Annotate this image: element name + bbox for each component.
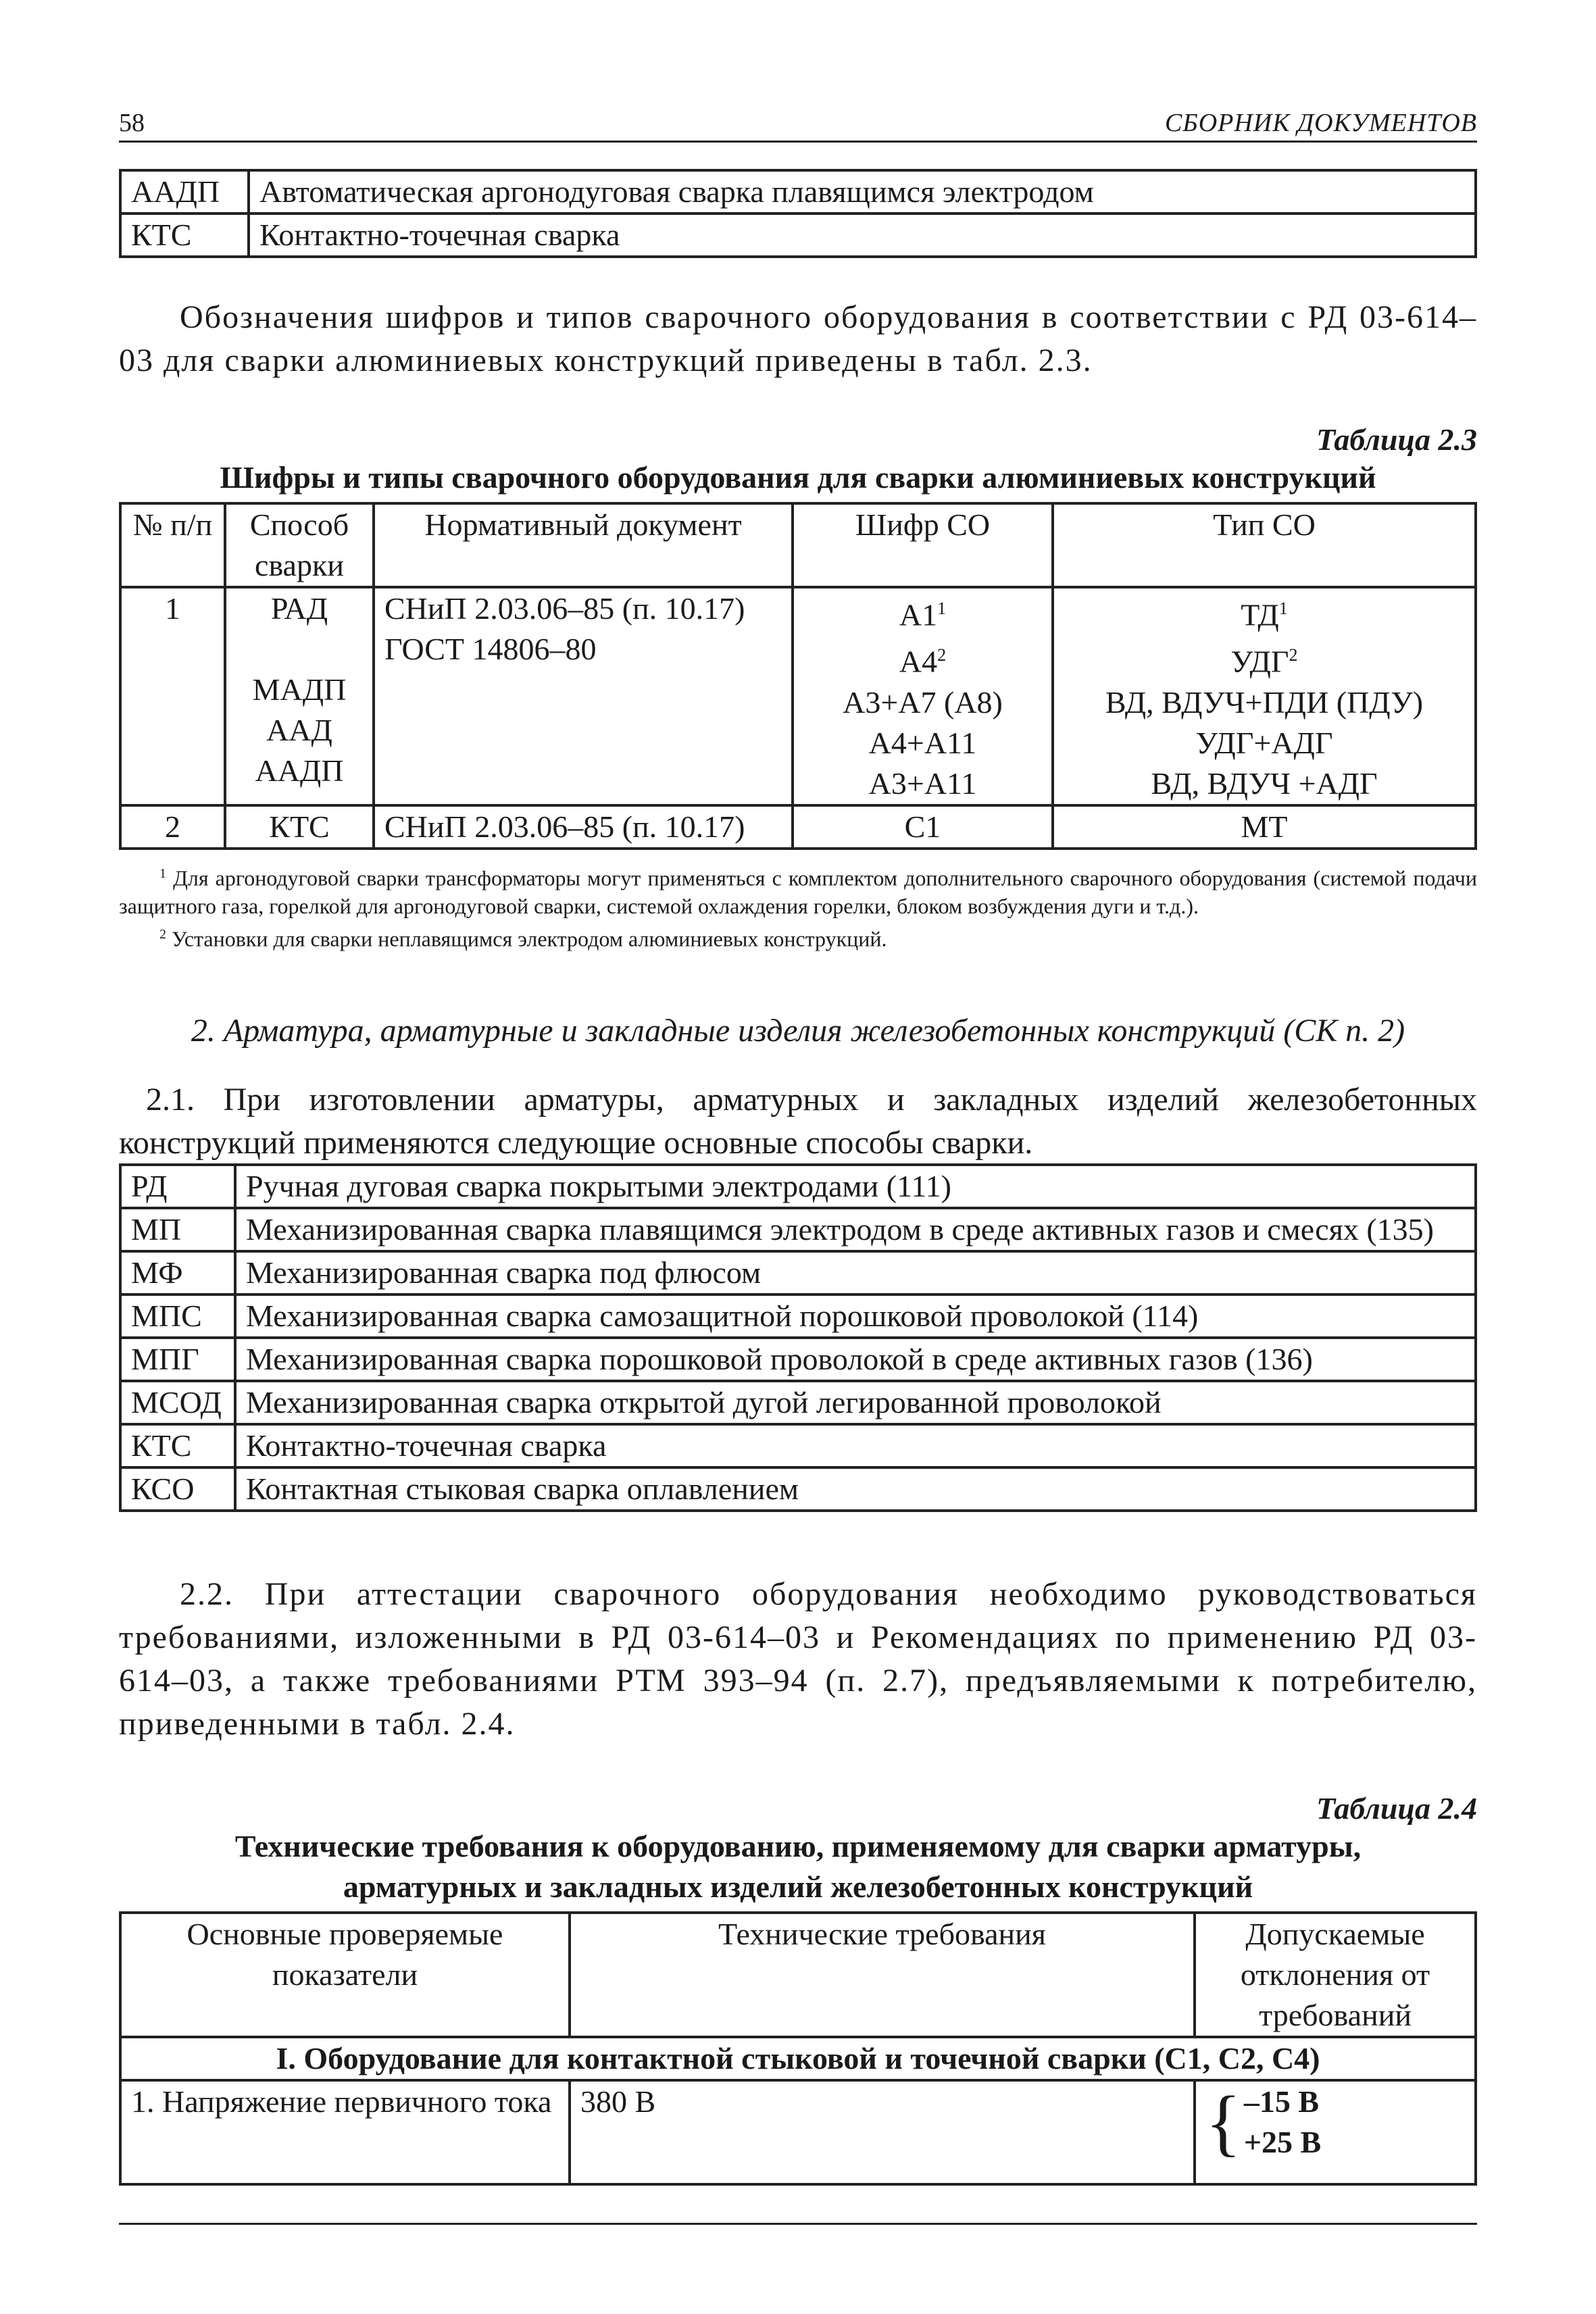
method-desc: Механизированная сварка под флюсом — [235, 1251, 1476, 1294]
method: ААДП — [255, 753, 344, 788]
type: $ТД^1$ — [1241, 597, 1288, 632]
col-header: № п/п — [120, 503, 225, 587]
method-desc: Ручная дуговая сварка покрытыми электродами (111) — [235, 1165, 1476, 1208]
table-2-3-block — [119, 422, 1477, 953]
col-header: Способ сварки — [225, 503, 374, 587]
method: РАД — [270, 591, 328, 626]
col-header: Допускаемые отклонения от требований — [1195, 1913, 1476, 2037]
code: А4+А11 — [868, 725, 977, 760]
col-header: Шифр СО — [793, 503, 1053, 587]
abbr-desc: Автоматическая аргонодуговая сварка плавящимся электродом — [249, 170, 1476, 213]
code: $А4^2$ — [899, 644, 947, 679]
type: УДГ$^2$ — [1230, 644, 1298, 679]
methods-table — [119, 1163, 1477, 1512]
type: МТ — [1053, 805, 1476, 849]
table-2-3 — [119, 502, 1477, 850]
method-code: КСО — [120, 1467, 235, 1511]
method-desc: Механизированная сварка порошковой проволокой в среде активных газов (136) — [235, 1338, 1476, 1381]
table-row — [120, 1338, 1476, 1381]
table-row — [120, 1165, 1476, 1208]
table-caption: Таблица 2.4 — [1316, 1791, 1477, 1826]
col-header: Тип СО — [1053, 503, 1476, 587]
paragraph-2-1: 2.1. При изготовлении арматуры, арматурных и закладных изделий железобетонных конструкций применяются следующие основные способы сварки. — [119, 1082, 1477, 1161]
table-2-4-block — [119, 1790, 1477, 2186]
section-heading: 2. Арматура, арматурные и закладные изделия железобетонных конструкций (СК п. 2) — [191, 1013, 1405, 1049]
code: А3+А7 (А8) — [843, 684, 1003, 720]
method-desc: Контактная стыковая сварка оплавлением — [235, 1467, 1476, 1511]
table-title-line: Технические требования к оборудованию, применяемому для сварки арматуры, — [234, 1829, 1362, 1863]
method: ААД — [266, 713, 332, 747]
table-row — [120, 1294, 1476, 1338]
footnotes — [119, 859, 1477, 953]
deviation-plus: +25 В — [1243, 2125, 1322, 2159]
method-desc: Механизированная сварка самозащитной порошковой проволокой (114) — [235, 1294, 1476, 1338]
paragraph-intro: Обозначения шифров и типов сварочного оборудования в соответствии с РД 03-614–03 для сварки алюминиевых конструкций приведены в табл. 2.3. — [119, 299, 1477, 378]
type: ВД, ВДУЧ+ПДИ (ПДУ) — [1105, 684, 1424, 720]
method: КТС — [225, 805, 374, 849]
footnote: $^1$ Для аргонодуговой сварки трансформаторы могут применяться с комплектом дополнительного сварочного оборудования (системой подачи защитного газа, горелкой для аргонодуговой сварки, системой охлаждения горелки, блоком возбуждения дуги и т.д.). — [119, 865, 1478, 919]
method-desc: Механизированная сварка плавящимся электродом в среде активных газов и смесях (135) — [235, 1208, 1476, 1251]
table-header-row — [120, 1913, 1476, 2037]
deviation-minus: –15 В — [1243, 2084, 1319, 2119]
table-row — [120, 170, 1476, 213]
doc: СНиП 2.03.06–85 (п. 10.17) — [384, 591, 745, 626]
table-title-line: арматурных и закладных изделий железобетонных конструкций — [343, 1869, 1253, 1904]
requirement: 380 В — [570, 2080, 1195, 2184]
table-row — [120, 2080, 1476, 2184]
method-desc: Механизированная сварка открытой дугой легированной проволокой — [235, 1381, 1476, 1424]
normative-docs — [374, 587, 793, 805]
type: УДГ+АДГ — [1195, 725, 1333, 760]
paragraph-2-2: 2.2. При аттестации сварочного оборудования необходимо руководствоваться требованиями, изложенными в РД 03-614–03 и Рекомендациях по применению РД 03-614–03, а также требованиями РТМ 393–94 (п. 2.7), предъявляемыми к потребителю, приведенными в табл. 2.4. — [119, 1576, 1477, 1742]
method-code: МПГ — [120, 1338, 235, 1381]
row-number: 2 — [120, 805, 225, 849]
abbr-code: КТС — [120, 213, 249, 257]
col-header: Технические требования — [570, 1913, 1195, 2037]
method: МАДП — [252, 672, 347, 707]
doc: ГОСТ 14806–80 — [384, 632, 597, 666]
table-row — [120, 587, 1476, 805]
method-code: МФ — [120, 1251, 235, 1294]
code: $А1^1$ — [899, 597, 947, 632]
footer-rule — [119, 2223, 1477, 2225]
equipment-types — [1053, 587, 1476, 805]
equipment-codes — [793, 587, 1053, 805]
method-code: МПС — [120, 1294, 235, 1338]
method-code: МСОД — [120, 1381, 235, 1424]
method — [236, 629, 363, 670]
abbreviation-table-top — [119, 169, 1477, 258]
table-caption: Таблица 2.3 — [1316, 422, 1477, 457]
abbr-code: ААДП — [120, 170, 249, 213]
welding-methods — [225, 587, 374, 805]
table-row — [120, 213, 1476, 257]
table-row — [120, 1467, 1476, 1511]
method-code: КТС — [120, 1424, 235, 1467]
abbr-desc: Контактно-точечная сварка — [249, 213, 1476, 257]
col-header: Основные проверяемые показатели — [120, 1913, 570, 2037]
table-title: Шифры и типы сварочного оборудования для сварки алюминиевых конструкций — [220, 460, 1376, 495]
section-row — [120, 2037, 1476, 2080]
table-row — [120, 1251, 1476, 1294]
methods-table-block — [119, 1163, 1477, 1512]
section-title: I. Оборудование для контактной стыковой и точечной сварки (С1, С2, С4) — [120, 2037, 1476, 2080]
table-row — [120, 1424, 1476, 1467]
table-row — [120, 1381, 1476, 1424]
deviation — [1195, 2080, 1476, 2184]
page-header — [119, 108, 1477, 143]
running-title: СБОРНИК ДОКУМЕНТОВ — [1164, 109, 1477, 137]
parameter: 1. Напряжение первичного тока — [120, 2080, 570, 2184]
page-number: 58 — [119, 109, 145, 137]
doc: СНиП 2.03.06–85 (п. 10.17) — [374, 805, 793, 849]
table-row — [120, 1208, 1476, 1251]
code: А3+А11 — [868, 765, 977, 801]
row-number: 1 — [120, 587, 225, 805]
code: С1 — [793, 805, 1053, 849]
col-header: Нормативный документ — [374, 503, 793, 587]
method-code: МП — [120, 1208, 235, 1251]
footnote: $^2$ Установки для сварки неплавящимся электродом алюминиевых конструкций. — [159, 926, 887, 951]
method-desc: Контактно-точечная сварка — [235, 1424, 1476, 1467]
table-2-4 — [119, 1911, 1477, 2186]
brace-symbol: { — [1205, 2081, 1241, 2163]
table-header-row — [120, 503, 1476, 587]
table-row — [120, 805, 1476, 849]
method-code: РД — [120, 1165, 235, 1208]
type: ВД, ВДУЧ +АДГ — [1151, 765, 1378, 801]
